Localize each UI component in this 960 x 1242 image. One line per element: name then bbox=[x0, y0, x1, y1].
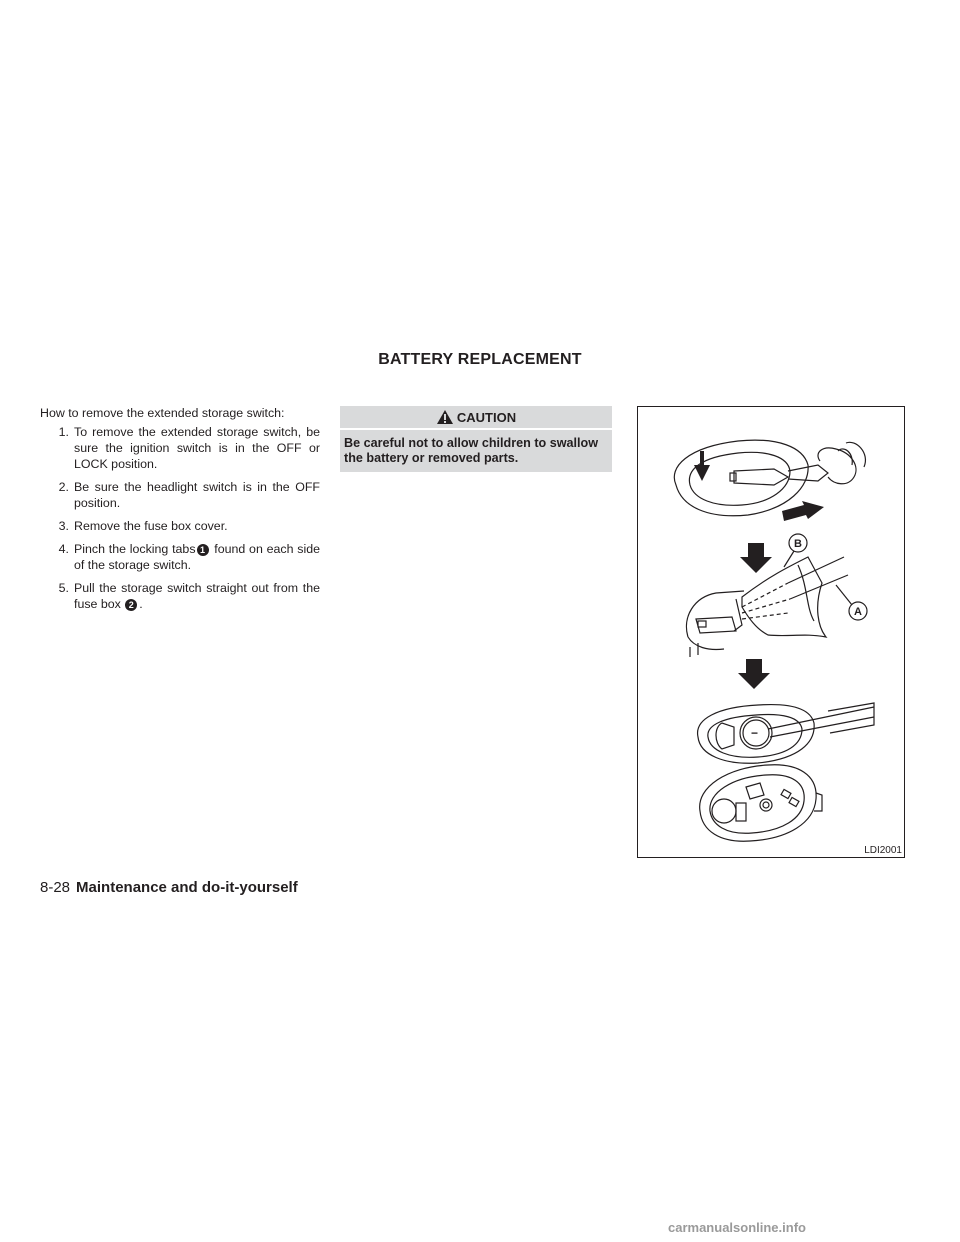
page-number: 8-28 bbox=[40, 879, 71, 896]
fob-open-half-top bbox=[698, 703, 874, 763]
step-number: 2. bbox=[58, 480, 69, 494]
step-text-post: . bbox=[139, 597, 143, 611]
step-4 bbox=[40, 541, 320, 573]
step-number: 4. bbox=[58, 542, 69, 556]
section-title: BATTERY REPLACEMENT bbox=[378, 351, 582, 368]
step-text: To remove the extended storage switch, be sure the ignition switch is in the OFF or LOCK position. bbox=[74, 425, 320, 471]
label-b: B bbox=[794, 538, 802, 550]
caution-title: CAUTION bbox=[456, 409, 517, 425]
step-text-post: found on each side of the storage switch. bbox=[74, 542, 320, 572]
caution-header bbox=[340, 406, 612, 430]
watermark: carmanualsonline.info bbox=[668, 1220, 806, 1235]
step-text bbox=[74, 541, 320, 573]
step-text: Remove the fuse box cover. bbox=[74, 519, 228, 533]
step-text-pre: Pull the storage switch straight out from the fuse box bbox=[74, 581, 320, 611]
intro-text: How to remove the extended storage switch: bbox=[40, 406, 285, 420]
battery-replacement-figure bbox=[637, 406, 905, 858]
fob-step-1 bbox=[674, 440, 865, 521]
instructions-column bbox=[40, 405, 320, 619]
arrow-down-icon bbox=[740, 543, 772, 573]
page-footer bbox=[40, 879, 298, 896]
chapter-title: Maintenance and do-it-yourself bbox=[76, 879, 298, 896]
step-1 bbox=[40, 424, 320, 472]
step-number: 3. bbox=[58, 519, 69, 533]
key-fob-illustration bbox=[638, 407, 904, 857]
caution-text: Be careful not to allow children to swallow the battery or removed parts. bbox=[344, 436, 599, 465]
step-5 bbox=[40, 580, 320, 612]
step-number: 5. bbox=[58, 581, 69, 595]
step-number: 1. bbox=[58, 425, 69, 439]
callout-marker-1: 1 bbox=[197, 544, 209, 556]
battery-minus-sign: − bbox=[751, 726, 759, 740]
figure-code: LDI2001 bbox=[864, 845, 902, 856]
warning-triangle-icon bbox=[436, 409, 454, 425]
step-text: Be sure the headlight switch is in the OFF position. bbox=[74, 480, 320, 510]
arrow-down-icon bbox=[738, 659, 770, 689]
fob-open-half-bottom bbox=[700, 765, 822, 841]
steps-list bbox=[40, 424, 320, 612]
caution-box bbox=[340, 406, 612, 472]
step-text-pre: Pinch the locking tabs bbox=[74, 542, 196, 556]
step-2 bbox=[40, 479, 320, 511]
step-3 bbox=[40, 518, 320, 534]
fob-step-2 bbox=[686, 534, 867, 657]
label-a: A bbox=[854, 606, 862, 618]
step-text bbox=[74, 580, 320, 612]
callout-marker-2: 2 bbox=[125, 599, 137, 611]
